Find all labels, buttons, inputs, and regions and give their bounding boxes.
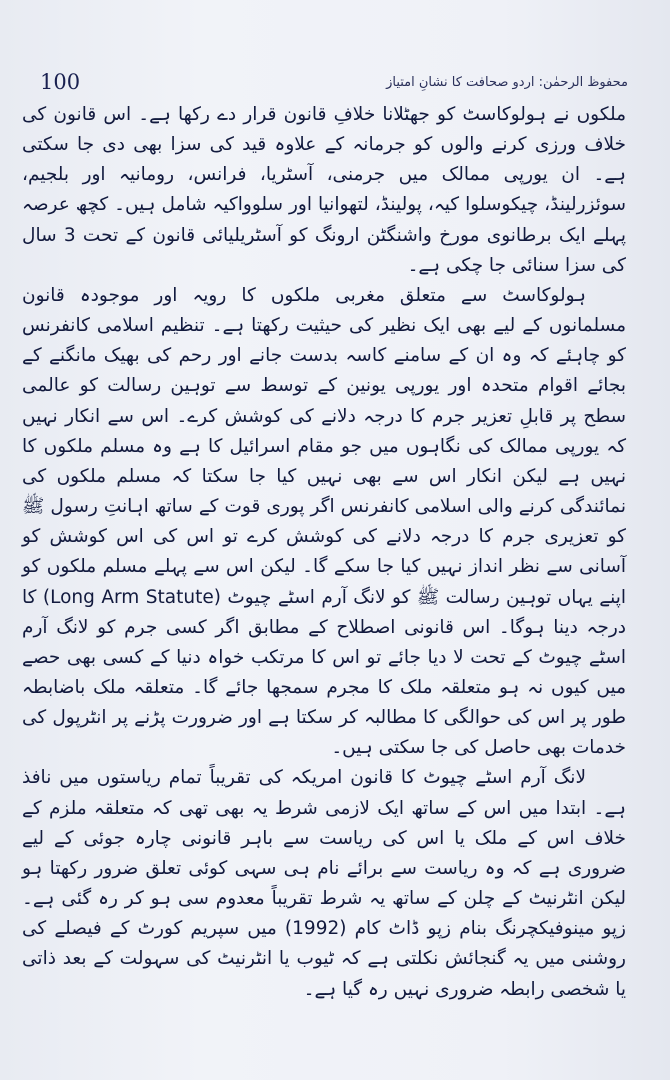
paragraph: ملکوں نے ہولوکاسٹ کو جھٹلانا خلافِ قانون قرار دے رکھا ہے۔ اس قانون کی خلاف ورزی کرنے والوں کو جرمانہ کے علاوہ قید کی سزا بھی دی جا سکتی ہے۔ ان یورپی ممالک میں جرمنی، آسٹریا، فرانس، رومانیہ اور بلجیم، سوئزرلینڈ، چیکوسلوا کیہ، پولینڈ، لتھوانیا اور سلوواکیہ شامل ہیں۔ کچھ عرصہ پہلے ایک برطانوی مورخ واشنگٹن ارونگ کو آسٹریلیائی قانون کے تحت 3 سال کی سزا سنائی جا چکی ہے۔ — [22, 104, 626, 276]
page-header — [40, 62, 628, 102]
paragraph: لانگ آرم اسٹے چیوٹ کا قانون امریکہ کی تقریباً تمام ریاستوں میں نافذ ہے۔ ابتدا میں اس کے ساتھ ایک لازمی شرط یہ بھی تھی کہ متعلقہ ملزم کے خلاف اس کے ملک یا اس کی ریاست سے باہر قانونی چارہ جوئی کے لیے ضروری ہے کہ وہ ریاست سے برائے نام ہی سہی کوئی تعلق ضرور رکھتا ہو لیکن انٹرنیٹ کے چلن کے ساتھ یہ شرط تقریباً معدوم سی ہو کر رہ گئی ہے۔ زپو مینوفیکچرنگ بنام زپو ڈاٹ کام (1992) میں سپریم کورٹ کے فیصلے کی روشنی میں یہ گنجائش نکلتی ہے کہ ٹیوب یا انٹرنیٹ کی سہولت کے بعد ذاتی یا شخصی رابطہ ضروری نہیں رہ گیا ہے۔ — [22, 767, 626, 1000]
page-number: 100 — [40, 70, 81, 94]
running-title: محفوظ الرحمٰن: اردو صحافت کا نشانِ امتیاز — [386, 74, 628, 90]
body-text — [22, 100, 626, 1005]
paragraph: ہولوکاسٹ سے متعلق مغربی ملکوں کا رویہ اور موجودہ قانون مسلمانوں کے لیے بھی ایک نظیر کی حیثیت رکھتا ہے۔ تنظیم اسلامی کانفرنس کو چاہئے کہ وہ ان کے سامنے کاسہ بدست جانے اور رحم کی بھیک مانگنے کے بجائے اقوام متحدہ اور یورپی یونین کے توسط سے توہین رسالت کو عالمی سطح پر قابلِ تعزیر جرم کا درجہ دلانے کی کوشش کرے۔ اس سے انکار نہیں کہ یورپی ممالک کی نگاہوں میں جو مقام اسرائیل کا ہے وہ مسلم ملکوں کا نہیں ہے لیکن انکار اس سے بھی نہیں کیا جا سکتا کہ مسلم ملکوں کی نمائندگی کرنے والی اسلامی کانفرنس اگر پوری قوت کے ساتھ اہانتِ رسول ﷺ کو تعزیری جرم کا درجہ دلانے کی کوشش کرے تو اس کی اس کوشش کو آسانی سے نظر انداز نہیں کیا جا سکے گا۔ لیکن اس سے پہلے مسلم ملکوں کو اپنے یہاں توہین رسالت ﷺ کو لانگ آرم اسٹے چیوٹ (Long Arm Statute) کا درجہ دینا ہوگا۔ اس قانونی اصطلاح کے مطابق اگر کسی جرم کو لانگ آرم اسٹے چیوٹ کے تحت لا دیا جائے تو اس کا مرتکب خواہ دنیا کے کسی بھی حصے میں کیوں نہ ہو متعلقہ ملک کا مجرم سمجھا جائے گا۔ متعلقہ ملک باضابطہ طور پر اس کی حوالگی کا مطالبہ کر سکتا ہے اور ضرورت پڑنے پر انٹرپول کی خدمات بھی حاصل کی جا سکتی ہیں۔ — [22, 284, 626, 759]
